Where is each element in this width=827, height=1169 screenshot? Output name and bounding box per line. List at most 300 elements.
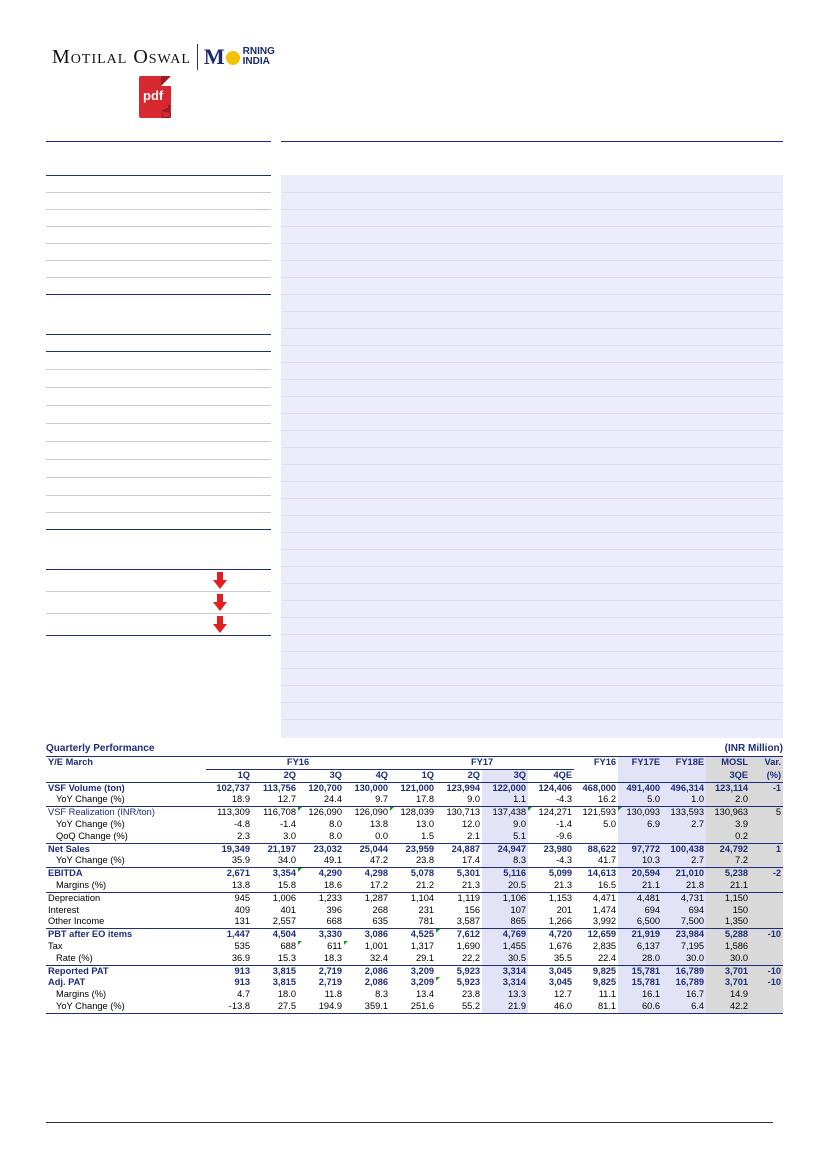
table-cell: -1.4 [556, 818, 573, 829]
table-cell: 21.3 [553, 879, 573, 890]
table-cell: 3,209 [410, 977, 435, 988]
left-rule [46, 209, 271, 210]
var-header: Var. [750, 757, 783, 770]
table-cell: 14.9 [706, 989, 750, 1001]
table-cell: 22.2 [461, 952, 481, 963]
table-cell: 2.7 [662, 819, 706, 831]
table-cell: 2,719 [318, 977, 342, 988]
table-cell: 35.5 [553, 952, 573, 963]
table-cell: 781 [418, 916, 435, 927]
table-cell: 1,676 [548, 940, 573, 951]
table-cell: 5,301 [436, 868, 482, 880]
fy17e-header: FY17E [618, 757, 662, 770]
sub-header: 3Q [482, 769, 528, 782]
table-cell: 194.9 [298, 1001, 344, 1013]
table-cell: 8.0 [329, 818, 342, 829]
table-cell: 468,000 [574, 782, 618, 794]
left-rule [46, 294, 271, 295]
table-cell: 10.3 [618, 855, 662, 867]
table-cell: 5,923 [436, 977, 482, 989]
table-title: Quarterly Performance [46, 743, 155, 754]
table-cell: 3,815 [252, 965, 298, 977]
table-cell: 401 [280, 904, 296, 915]
row-label: Margins (%) [56, 879, 107, 890]
table-cell: 231 [418, 904, 435, 915]
table-cell: 1,317 [410, 940, 435, 951]
table-cell: 4,471 [574, 892, 618, 904]
table-cell: 24,887 [436, 843, 482, 855]
left-rule [46, 477, 271, 478]
sub-header: 2Q [252, 769, 298, 782]
table-cell: 102,737 [206, 782, 252, 794]
table-cell: 2.1 [467, 830, 481, 841]
left-rule [46, 226, 271, 227]
table-cell: 4,720 [528, 929, 574, 941]
table-cell: 6,500 [618, 916, 662, 928]
table-cell [750, 905, 783, 917]
ye-march-label: Y/E March [46, 757, 206, 770]
table-cell: 35.9 [231, 855, 250, 866]
table-row [46, 868, 783, 880]
table-cell: 126,090 [344, 807, 390, 819]
right-shaded-panel [281, 175, 783, 738]
table-cell: 15,781 [618, 965, 662, 977]
table-cell: 12.0 [461, 818, 481, 829]
table-cell: 359.1 [344, 1001, 390, 1013]
table-cell: 5.0 [603, 818, 617, 829]
table-cell [750, 855, 783, 867]
left-rule [46, 591, 271, 592]
table-cell: 16.7 [662, 989, 706, 1001]
table-cell [750, 989, 783, 1001]
table-row [46, 819, 783, 831]
table-cell: 5,288 [706, 929, 750, 941]
table-cell: 17.4 [461, 855, 481, 866]
table-cell: 7.2 [706, 855, 750, 867]
table-cell: 3,045 [528, 965, 574, 977]
row-label: YoY Change (%) [46, 1001, 206, 1013]
table-cell: 16.2 [597, 794, 617, 805]
table-cell: 12,659 [574, 929, 618, 941]
table-cell: 42.2 [706, 1001, 750, 1013]
table-cell: 25,044 [344, 843, 390, 855]
table-cell: 201 [556, 904, 573, 915]
table-cell [750, 794, 783, 806]
table-cell: 11.8 [324, 989, 342, 1000]
table-cell: 7,195 [662, 941, 706, 953]
table-cell: 2.7 [662, 855, 706, 867]
table-cell: -4.3 [556, 855, 573, 866]
fy16-group-header: FY16 [206, 757, 390, 770]
table-cell: 1,474 [592, 904, 617, 915]
table-cell: 9,825 [574, 965, 618, 977]
table-cell: 23,959 [390, 843, 436, 855]
table-cell: 865 [482, 916, 528, 928]
sub-header: 4QE [528, 769, 574, 782]
table-cell: 21.1 [618, 880, 662, 892]
table-cell: 7,612 [436, 929, 482, 941]
table-cell: 3,209 [390, 965, 436, 977]
table-cell: 116,708 [252, 807, 298, 819]
fy17-group-header: FY17 [390, 757, 574, 770]
table-cell: 3,701 [706, 977, 750, 989]
table-cell: 156 [464, 904, 481, 915]
table-cell: 28.0 [618, 953, 662, 965]
sub-header: 4Q [344, 769, 390, 782]
table-cell: 27.5 [252, 1001, 298, 1013]
table-cell: 3,587 [456, 916, 481, 927]
table-row [46, 843, 783, 855]
table-cell: 21,919 [618, 929, 662, 941]
brand-logo [52, 42, 275, 72]
table-cell: 47.2 [369, 855, 389, 866]
table-cell: 130,000 [344, 782, 390, 794]
table-cell: 1,350 [706, 916, 750, 928]
table-row [46, 989, 783, 1001]
sub-header: (%) [750, 769, 783, 782]
quarterly-performance-table [46, 742, 783, 1014]
table-cell: 4,525 [390, 929, 436, 941]
table-cell: 1,001 [344, 941, 390, 953]
table-cell: 5,923 [436, 965, 482, 977]
table-cell: 3,045 [548, 977, 573, 988]
table-cell: 3,086 [344, 929, 390, 941]
table-cell: 694 [618, 905, 662, 917]
left-rule [46, 334, 271, 335]
table-cell: 3,992 [592, 916, 617, 927]
table-cell: 49.1 [323, 855, 342, 866]
table-cell: 5,116 [482, 868, 528, 880]
table-cell: 0.0 [375, 830, 389, 841]
row-label: Interest [48, 904, 80, 915]
table-cell: 1,447 [206, 929, 252, 941]
table-row [46, 1001, 783, 1013]
left-rule [46, 369, 271, 370]
table-cell: -10 [750, 929, 783, 941]
brand-name: Motilal Oswal [52, 45, 191, 68]
table-cell [750, 953, 783, 965]
logo-india: INDIA [242, 56, 270, 67]
row-label: Reported PAT [46, 965, 206, 977]
table-row [46, 905, 783, 917]
table-cell: 13.4 [415, 989, 435, 1000]
table-cell: 496,314 [662, 782, 706, 794]
table-row [46, 977, 783, 989]
table-cell: 24.4 [323, 794, 342, 805]
table-cell [750, 941, 783, 953]
table-cell: 0.2 [706, 831, 750, 843]
table-cell: 60.6 [618, 1001, 662, 1013]
left-rule [46, 192, 271, 193]
table-cell: 122,000 [482, 782, 528, 794]
down-arrow-icon [213, 594, 227, 611]
left-rule [46, 351, 271, 352]
table-cell: 2,086 [344, 965, 390, 977]
left-rule [46, 529, 271, 530]
table-cell: 409 [234, 904, 250, 915]
table-row [46, 965, 783, 977]
left-rule [46, 613, 271, 614]
logo-subtext [243, 47, 275, 67]
table-cell: 14,613 [574, 868, 618, 880]
table-header [46, 742, 783, 756]
table-cell: 611 [298, 941, 344, 953]
table-row [46, 807, 783, 819]
table-cell: 123,994 [436, 782, 482, 794]
table-cell: 24,792 [706, 843, 750, 855]
table-cell: 251.6 [390, 1001, 436, 1013]
down-arrow-icon [213, 572, 227, 589]
row-label: Rate (%) [56, 952, 93, 963]
table-cell: 19,349 [206, 843, 252, 855]
table-cell: 3,330 [298, 929, 344, 941]
table-cell [750, 880, 783, 892]
table-cell: 5,078 [390, 868, 436, 880]
table-cell: 1 [750, 843, 783, 855]
table-cell: 23,032 [298, 843, 344, 855]
sub-header: 2Q [436, 769, 482, 782]
table-cell: 113,309 [206, 807, 252, 819]
table-row [46, 794, 783, 806]
left-rule [46, 459, 271, 460]
row-label: Tax [48, 940, 63, 951]
table-cell: 3.9 [706, 819, 750, 831]
table-cell: 18.3 [323, 952, 342, 963]
table-cell: 5.1 [482, 831, 528, 843]
left-rule [46, 569, 271, 570]
table-cell: 4.7 [237, 989, 250, 1000]
table-cell: 17.2 [369, 879, 389, 890]
table-cell: 21,010 [662, 868, 706, 880]
table-cell: 4,731 [662, 892, 706, 904]
table-cell: 8.3 [375, 989, 389, 1000]
table-cell: 688 [280, 940, 296, 951]
pdf-label: pdf [143, 88, 164, 103]
table-cell: 3.0 [283, 830, 296, 841]
table-cell: 913 [234, 977, 250, 988]
table-cell: 396 [326, 904, 342, 915]
table-cell: 126,090 [298, 807, 344, 819]
sub-header: 1Q [206, 769, 252, 782]
table-cell: 1,233 [298, 892, 344, 904]
table-cell: 1,150 [706, 892, 750, 904]
table-cell: -4.3 [556, 794, 573, 805]
logo-rning: RNING [242, 46, 275, 57]
table-cell: 635 [372, 916, 389, 927]
table-cell: 491,400 [618, 782, 662, 794]
table-cell: 2.0 [706, 794, 750, 806]
table-cell: 16.1 [618, 989, 662, 1001]
table-cell: 18.9 [231, 794, 250, 805]
left-rule [46, 441, 271, 442]
table-cell: 3,354 [252, 868, 298, 880]
table-cell: 2,086 [364, 977, 389, 988]
footer-rule [46, 1122, 773, 1123]
table-cell [662, 831, 706, 843]
table-cell: 23,980 [528, 843, 574, 855]
left-rule [46, 423, 271, 424]
table-cell: 5,238 [706, 868, 750, 880]
table-row [46, 831, 783, 843]
table-cell: 34.0 [277, 855, 296, 866]
sub-header: 1Q [390, 769, 436, 782]
pdf-download-icon[interactable] [139, 76, 175, 124]
table-cell: 15.8 [277, 879, 296, 890]
table-cell: 2,719 [298, 965, 344, 977]
table-cell: 9.7 [375, 794, 389, 805]
table-cell: 6,137 [618, 941, 662, 953]
brand-separator [197, 44, 198, 70]
table-cell: 97,772 [618, 843, 662, 855]
table-cell: 668 [326, 916, 342, 927]
table-cell: 21.1 [706, 880, 750, 892]
table-cell: 6.4 [662, 1001, 706, 1013]
table-cell: 2,835 [592, 940, 617, 951]
table-cell: 1,690 [456, 940, 481, 951]
row-label: YoY Change (%) [56, 855, 125, 866]
table-cell: 2.3 [237, 830, 250, 841]
table-cell [750, 831, 783, 843]
table-cell: 46.0 [528, 1001, 574, 1013]
table-cell: 21.8 [662, 880, 706, 892]
table-cell: 17.8 [415, 794, 435, 805]
left-rule [46, 635, 271, 636]
row-label: Depreciation [46, 892, 206, 904]
table-cell: 3,815 [272, 977, 296, 988]
left-rule [46, 260, 271, 261]
table-cell: 1,119 [436, 892, 482, 904]
table-cell: 30.5 [482, 953, 528, 965]
table-cell: 128,039 [390, 807, 436, 819]
table-cell: 20,594 [618, 868, 662, 880]
table-cell: 1,455 [482, 941, 528, 953]
left-rule [46, 387, 271, 388]
sub-header: 3Q [298, 769, 344, 782]
down-arrow-icon [213, 616, 227, 633]
table-cell: 24,947 [482, 843, 528, 855]
table-cell: 18.6 [323, 879, 342, 890]
table-cell: 945 [206, 892, 252, 904]
table-cell: 1.1 [482, 794, 528, 806]
table-row [46, 929, 783, 941]
table-cell: 268 [372, 904, 389, 915]
left-rule [46, 405, 271, 406]
table-cell: -13.8 [206, 1001, 252, 1013]
table-cell: 9.0 [482, 819, 528, 831]
table-cell: 124,271 [528, 807, 574, 819]
table-cell: 913 [206, 965, 252, 977]
table-cell: 107 [482, 905, 528, 917]
table-cell: 15,781 [618, 977, 662, 989]
table-cell: -2 [750, 868, 783, 880]
table-cell: 21,197 [252, 843, 298, 855]
table-row [46, 941, 783, 953]
row-label: Net Sales [46, 843, 206, 855]
table-cell: -4.8 [233, 818, 250, 829]
pdf-fold [161, 76, 171, 86]
logo-m: M [203, 44, 225, 69]
row-label: VSF Realization (INR/ton) [46, 807, 206, 819]
table-cell: 20.5 [482, 880, 528, 892]
table-cell: 1,287 [344, 892, 390, 904]
table-cell: 121,593 [574, 807, 618, 819]
table-cell: 4,769 [482, 929, 528, 941]
table-cell: 41.7 [597, 855, 617, 866]
table-cell: 123,114 [706, 782, 750, 794]
table-cell: 113,756 [252, 782, 298, 794]
table-cell: 13.8 [231, 879, 250, 890]
table-cell: 1,153 [528, 892, 574, 904]
fy16-annual-header: FY16 [574, 757, 618, 770]
table-cell: 12.7 [277, 794, 296, 805]
table-cell: 9.0 [467, 794, 481, 805]
table-cell: 30.0 [662, 953, 706, 965]
mosl-header: MOSL [706, 757, 750, 770]
table-cell: 5 [750, 807, 783, 819]
table-cell: 1,104 [390, 892, 436, 904]
table-cell: 8.0 [329, 830, 342, 841]
table-cell: 13.3 [482, 989, 528, 1001]
row-label: PBT after EO items [46, 929, 206, 941]
table-cell: 7,500 [662, 916, 706, 928]
left-rule [46, 243, 271, 244]
table-cell: 15.3 [277, 952, 296, 963]
table-cell: 18.0 [277, 989, 296, 1000]
table-cell [750, 819, 783, 831]
table-cell: 13.0 [415, 818, 435, 829]
table-cell: 535 [234, 940, 250, 951]
table-cell [574, 831, 618, 843]
table-cell [618, 831, 662, 843]
table-cell: 133,593 [662, 807, 706, 819]
table-cell: 16,789 [662, 977, 706, 989]
table-cell: -9.6 [556, 830, 573, 841]
sub-header: 3QE [706, 769, 750, 782]
table-cell: 12.7 [553, 989, 573, 1000]
table-cell: 2,557 [272, 916, 296, 927]
table-cell: 22.4 [597, 952, 617, 963]
table-cell: 21.9 [482, 1001, 528, 1013]
data-table [46, 756, 783, 1014]
table-cell: 3,314 [482, 965, 528, 977]
table-cell: 16,789 [662, 965, 706, 977]
group-header-row [46, 757, 783, 770]
table-cell [750, 916, 783, 928]
hand-cursor-icon: ☝ [161, 102, 172, 122]
table-row [46, 855, 783, 867]
table-unit: (INR Million) [724, 743, 783, 754]
table-cell: 21.3 [461, 879, 481, 890]
row-label: Adj. PAT [48, 977, 86, 988]
table-row [46, 782, 783, 794]
table-cell: 21.2 [415, 879, 435, 890]
table-cell: -1.4 [279, 818, 296, 829]
table-cell: 100,438 [662, 843, 706, 855]
table-cell: 130,093 [618, 807, 662, 819]
table-cell: -10 [750, 977, 783, 989]
table-cell: 36.9 [231, 952, 250, 963]
table-cell: 8.3 [482, 855, 528, 867]
table-cell: 130,713 [436, 807, 482, 819]
table-row [46, 953, 783, 965]
row-label: YoY Change (%) [56, 794, 125, 805]
table-cell: 131 [234, 916, 250, 927]
table-cell: 124,406 [528, 782, 574, 794]
table-cell: 13.8 [369, 818, 389, 829]
left-rule [46, 512, 271, 513]
table-cell: 29.1 [415, 952, 435, 963]
table-cell: 130,963 [706, 807, 750, 819]
